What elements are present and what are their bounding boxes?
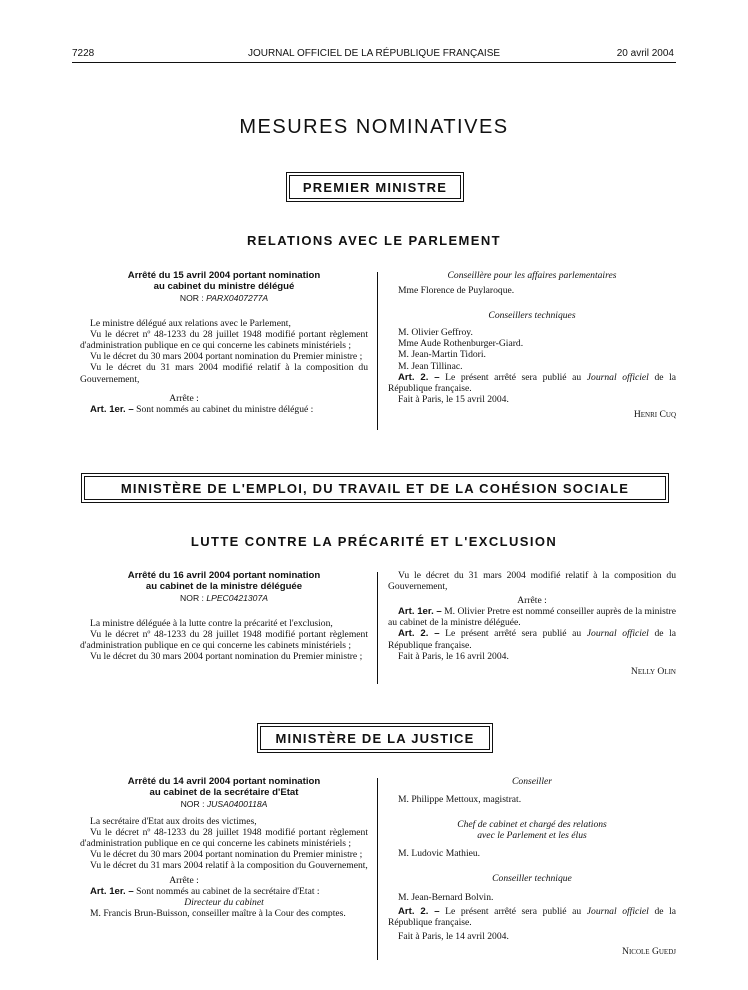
article-text: Sont nommés au cabinet du ministre délégué : bbox=[136, 403, 314, 415]
journal-name: Journal officiel bbox=[586, 628, 649, 640]
ministry-box-premier: PREMIER MINISTRE bbox=[289, 175, 461, 199]
decree-1-left bbox=[80, 270, 368, 415]
journal-name: Journal officiel bbox=[586, 371, 649, 383]
page-number: 7228 bbox=[72, 48, 95, 59]
article-text: Le présent arrêté sera publié au bbox=[445, 628, 582, 640]
fait-a: Fait à Paris, le 16 avril 2004. bbox=[398, 650, 509, 662]
person-name: M. Jean-Bernard Bolvin. bbox=[398, 891, 494, 903]
nor-ref bbox=[80, 593, 368, 604]
role-heading: Directeur du cabinet bbox=[184, 896, 264, 908]
header-rule bbox=[72, 62, 676, 63]
nor-code: PARX0407277A bbox=[206, 293, 269, 303]
nor-ref bbox=[80, 293, 368, 304]
issue-date: 20 avril 2004 bbox=[616, 48, 674, 59]
decree-title bbox=[80, 570, 368, 592]
article-label: Art. 2. – bbox=[398, 905, 440, 917]
article-label: Art. 2. – bbox=[398, 371, 440, 383]
person-name: Mme Aude Rothenburger-Giard. bbox=[398, 338, 524, 350]
person-name: M. Ludovic Mathieu. bbox=[398, 848, 481, 860]
role-heading: Conseiller bbox=[512, 776, 552, 787]
article-label: Art. 1er. – bbox=[90, 403, 134, 415]
person-name: M. Philippe Mettoux, magistrat. bbox=[398, 794, 522, 806]
arrete-label: Arrête : bbox=[517, 595, 547, 607]
article-text: Sont nommés au cabinet de la secrétaire d'Etat : bbox=[136, 885, 320, 897]
article-text: de la République française. bbox=[388, 905, 677, 928]
paragraph: Vu le décret du 30 mars 2004 portant nomination du Premier ministre ; bbox=[90, 351, 363, 363]
signature: Nicole Guedj bbox=[622, 945, 676, 957]
article-text: M. Olivier Pretre est nommé conseiller auprès de la ministre au cabinet de la ministre déléguée. bbox=[388, 606, 676, 629]
nor-code: LPEC0421307A bbox=[206, 593, 268, 603]
journal-name: Journal officiel bbox=[586, 905, 649, 917]
nor-code: JUSA0400118A bbox=[206, 799, 268, 809]
decree-title bbox=[80, 776, 368, 798]
decree-1-right bbox=[388, 270, 676, 420]
column-rule bbox=[377, 778, 378, 960]
role-heading: Conseiller technique bbox=[492, 873, 572, 885]
paragraph: Vu le décret nº 48-1233 du 28 juillet 1948 modifié portant règlement d'administration publique en ce qui concerne les cabinets ministériels ; bbox=[80, 329, 368, 352]
article-text: de la République française. bbox=[388, 628, 677, 651]
fait-a: Fait à Paris, le 14 avril 2004. bbox=[398, 930, 509, 942]
decree-title bbox=[80, 270, 368, 292]
nor-label: NOR : bbox=[180, 799, 205, 809]
decree-title-line2: au cabinet du ministre délégué bbox=[153, 281, 295, 292]
section-title-parlement: RELATIONS AVEC LE PARLEMENT bbox=[247, 233, 501, 248]
paragraph: Vu le décret du 31 mars 2004 modifié relatif à la composition du Gouvernement, bbox=[80, 362, 368, 385]
role-heading: Conseillère pour les affaires parlementaires bbox=[447, 270, 617, 281]
journal-title: JOURNAL OFFICIEL DE LA RÉPUBLIQUE FRANÇAISE bbox=[247, 48, 501, 59]
person-name: M. Jean-Martin Tidori. bbox=[398, 349, 486, 361]
column-rule bbox=[377, 272, 378, 430]
paragraph: Vu le décret nº 48-1233 du 28 juillet 1948 modifié portant règlement d'administration publique en ce qui concerne les cabinets ministériels ; bbox=[80, 827, 368, 850]
ministry-box-justice: MINISTÈRE DE LA JUSTICE bbox=[260, 726, 490, 750]
article-text: Le présent arrêté sera publié au bbox=[445, 905, 582, 917]
person-name: M. Francis Brun-Buisson, conseiller maître à la Cour des comptes. bbox=[90, 907, 346, 919]
article-1 bbox=[80, 404, 368, 415]
paragraph: Vu le décret du 31 mars 2004 relatif à la composition du Gouvernement, bbox=[90, 860, 368, 872]
article-text: Le présent arrêté sera publié au bbox=[445, 371, 582, 383]
paragraph: La ministre déléguée à la lutte contre la précarité et l'exclusion, bbox=[90, 618, 333, 630]
article-1 bbox=[388, 606, 676, 628]
section-title-precarite: LUTTE CONTRE LA PRÉCARITÉ ET L'EXCLUSION bbox=[190, 534, 558, 549]
article-2 bbox=[388, 372, 676, 394]
person-name: M. Olivier Geffroy. bbox=[398, 327, 473, 339]
article-2 bbox=[388, 906, 676, 928]
paragraph: Vu le décret nº 48-1233 du 28 juillet 1948 modifié portant règlement d'administration publique en ce qui concerne les cabinets ministériels ; bbox=[80, 629, 368, 652]
role-heading-line1: Chef de cabinet et chargé des relations bbox=[457, 819, 607, 831]
role-heading: Conseillers techniques bbox=[488, 310, 576, 322]
nor-label: NOR : bbox=[180, 593, 204, 603]
person-name: M. Jean Tillinac. bbox=[398, 360, 463, 372]
ministry-box-emploi: MINISTÈRE DE L'EMPLOI, DU TRAVAIL ET DE LA COHÉSION SOCIALE bbox=[84, 476, 666, 500]
signature: Nelly Olin bbox=[630, 665, 676, 677]
arrete-label: Arrête : bbox=[169, 874, 199, 886]
article-label: Art. 1er. – bbox=[398, 606, 442, 618]
article-1 bbox=[80, 886, 368, 897]
decree-title-line1: Arrêté du 16 avril 2004 portant nomination bbox=[127, 570, 321, 581]
paragraph: La secrétaire d'Etat aux droits des victimes, bbox=[90, 816, 257, 828]
article-label: Art. 2. – bbox=[398, 628, 440, 640]
paragraph: Vu le décret du 30 mars 2004 portant nomination du Premier ministre ; bbox=[90, 651, 363, 663]
signature: Henri Cuq bbox=[633, 408, 676, 420]
decree-2-left bbox=[80, 570, 368, 662]
role-heading-line2: avec le Parlement et les élus bbox=[477, 830, 587, 842]
decree-3-left bbox=[80, 776, 368, 919]
column-rule bbox=[377, 572, 378, 684]
person-name: Mme Florence de Puylaroque. bbox=[398, 285, 515, 297]
nor-ref bbox=[80, 799, 368, 810]
decree-2-right bbox=[388, 570, 676, 677]
paragraph: Vu le décret du 31 mars 2004 modifié relatif à la composition du Gouvernement, bbox=[388, 570, 676, 593]
decree-title-line2: au cabinet de la secrétaire d'Etat bbox=[149, 787, 299, 798]
article-2 bbox=[388, 628, 676, 650]
arrete-label: Arrête : bbox=[169, 392, 199, 404]
article-label: Art. 1er. – bbox=[90, 885, 134, 897]
decree-title-line1: Arrêté du 15 avril 2004 portant nomination bbox=[127, 270, 321, 281]
main-title: MESURES NOMINATIVES bbox=[239, 116, 509, 138]
paragraph: Le ministre délégué aux relations avec le Parlement, bbox=[90, 318, 291, 330]
role-heading bbox=[388, 819, 676, 841]
fait-a: Fait à Paris, le 15 avril 2004. bbox=[398, 393, 509, 405]
decree-title-line1: Arrêté du 14 avril 2004 portant nomination bbox=[127, 776, 321, 787]
decree-title-line2: au cabinet de la ministre déléguée bbox=[145, 581, 303, 592]
paragraph: Vu le décret du 30 mars 2004 portant nomination du Premier ministre ; bbox=[90, 849, 363, 861]
decree-3-right bbox=[388, 776, 676, 957]
nor-label: NOR : bbox=[179, 293, 204, 303]
article-text: de la République française. bbox=[388, 371, 677, 394]
